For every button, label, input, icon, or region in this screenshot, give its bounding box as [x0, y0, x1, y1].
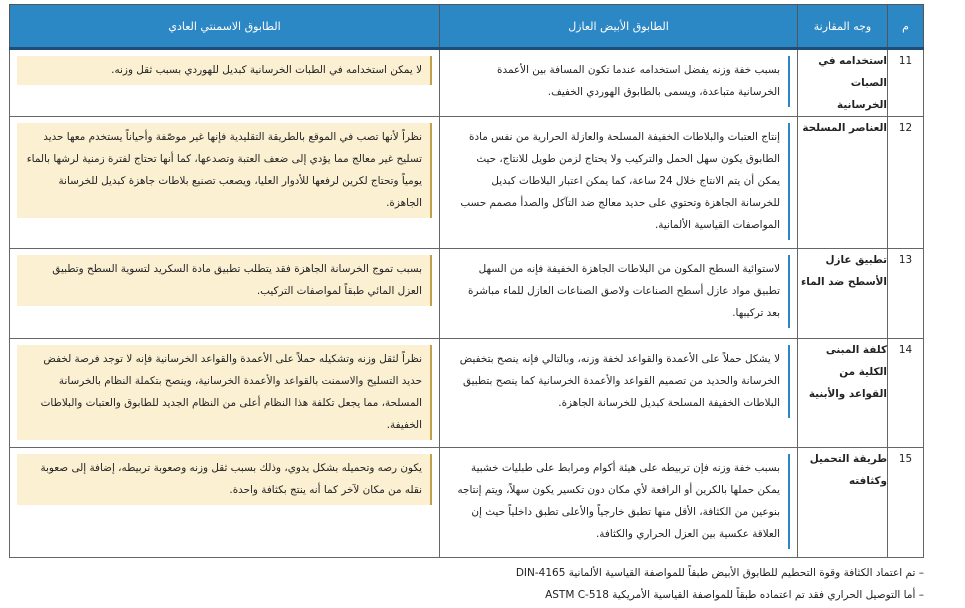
table-row: [10, 339, 924, 448]
cell-insulated: [440, 117, 798, 249]
row-aspect: طريقة التحميل وكثافته: [798, 448, 888, 558]
insulated-text: بسبب خفة وزنه يفضل استخدامه عندما تكون المسافة بين الأعمدة الخرسانية متباعدة، ويسمى بالطابوق الهوردي الخفيف.: [447, 56, 790, 107]
cell-ordinary: [10, 117, 440, 249]
row-aspect: كلفة المبنى الكلية من القواعد والأبنية: [798, 339, 888, 448]
ordinary-text: نظراً لثقل وزنه وتشكيله حملاً على الأعمدة والقواعد الخرسانية فإنه لا توجد فرصة لخفض حديد التسليح والاسمنت بالقواعد والأعمدة الخرسانية، وينصح بتكملة النظام بالخرسانة المسلحة، مما يجعل تكلفة هذا النظام أعلى من النظام الجديد للطابوق والعتبات والبلاطات الخفيفة.: [17, 345, 432, 440]
comparison-table: [9, 4, 924, 558]
row-number: 14: [888, 339, 924, 448]
cell-ordinary: [10, 448, 440, 558]
footnote-density: – تم اعتماد الكثافة وقوة التحطيم للطابوق الأبيض طبقاً للمواصفة القياسية الألمانية DIN-4165: [515, 567, 924, 579]
ordinary-text: لا يمكن استخدامه في الطبات الخرسانية كبديل للهوردي بسبب ثقل وزنه.: [17, 56, 432, 85]
cell-insulated: [440, 249, 798, 339]
cell-insulated: [440, 49, 798, 117]
footnotes: [224, 562, 924, 606]
cell-ordinary: [10, 49, 440, 117]
footnote-thermal: – أما التوصيل الحراري فقد تم اعتماده طبقاً للمواصفة القياسية الأمريكية ASTM C-518: [545, 589, 924, 601]
table-row: [10, 117, 924, 249]
table-row: [10, 448, 924, 558]
table-header-row: [10, 5, 924, 49]
insulated-text: إنتاج العتبات والبلاطات الخفيفة المسلحة والعازلة الحرارية من نفس مادة الطابوق يكون سهل الحمل والتركيب ولا يحتاج لزمن طويل للانتاج، حيث يمكن أن يتم الانتاج خلال 24 ساعة، كما يمكن اعتبار البلاطات كبديل للخرسانة الجاهزة وتحتوي على حديد معالج ضد التآكل والصدأ مصمم حسب المواصفات القياسية الألمانية.: [447, 123, 790, 240]
row-aspect: تطبيق عازل الأسطح ضد الماء: [798, 249, 888, 339]
row-number: 11: [888, 49, 924, 117]
insulated-text: بسبب خفة وزنه فإن تربيطه على هيئة أكوام ومرابط على طبليات خشبية يمكن حملها بالكرين أو الرافعة لأي مكان دون تكسير يكون سهلاً، ويتم إنتاجه بنوعين من الكثافة، الأقل منها تطبق خارجياً والأعلى تطبق داخلياً حيث إن العلاقة عكسية بين العزل الحراري والكثافة.: [447, 454, 790, 549]
row-aspect: استخدامه في الصبات الخرسانية: [798, 49, 888, 117]
cell-ordinary: [10, 249, 440, 339]
insulated-text: لاستوائية السطح المكون من البلاطات الجاهزة الخفيفة فإنه من السهل تطبيق مواد عازل أسطح الصناعات ولاصق الصناعات العازل للماء مباشرة بعد تركيبها.: [447, 255, 790, 328]
ordinary-text: نظراً لأنها تصب في الموقع بالطريقة التقليدية فإنها غير موصّفة وأحياناً يستخدم معها حديد تسليح غير معالج مما يؤدي إلى ضعف العتبة وتصدعها، كما أنها تحتاج لفترة زمنية لرشها بالماء يومياً وتحتاج لكرين لرفعها للأدوار العليا، ويصعب تصنيع بلاطات جاهزة كبديل للخرسانة الجاهزة.: [17, 123, 432, 218]
table-body: [10, 49, 924, 558]
header-aspect: وجه المقارنة: [798, 5, 888, 49]
table-row: [10, 249, 924, 339]
header-ordinary-brick: الطابوق الاسمنتي العادي: [10, 5, 440, 49]
header-insulated-brick: الطابوق الأبيض العازل: [440, 5, 798, 49]
row-number: 15: [888, 448, 924, 558]
cell-insulated: [440, 339, 798, 448]
ordinary-text: يكون رصه وتحميله بشكل يدوي، وذلك بسبب ثقل وزنه وصعوبة تربيطه، إضافة إلى صعوبة نقله من مكان لآخر كما أنه ينتج بكثافة واحدة.: [17, 454, 432, 505]
cell-insulated: [440, 448, 798, 558]
table-row: [10, 49, 924, 117]
row-number: 12: [888, 117, 924, 249]
row-aspect: العناصر المسلحة: [798, 117, 888, 249]
insulated-text: لا يشكل حملاً على الأعمدة والقواعد لخفة وزنه، وبالتالي فإنه ينصح بتخفيض الخرسانة والحديد من تصميم القواعد والأعمدة الخرسانية كما ينصح بتطبيق البلاطات الخفيفة المسلحة كبديل للخرسانة الجاهزة.: [447, 345, 790, 418]
comparison-table-container: [10, 4, 924, 558]
cell-ordinary: [10, 339, 440, 448]
ordinary-text: بسبب تموج الخرسانة الجاهزة فقد يتطلب تطبيق مادة السكريد لتسوية السطح وتطبيق العزل المائي طبقاً لمواصفات التركيب.: [17, 255, 432, 306]
header-num: م: [888, 5, 924, 49]
row-number: 13: [888, 249, 924, 339]
